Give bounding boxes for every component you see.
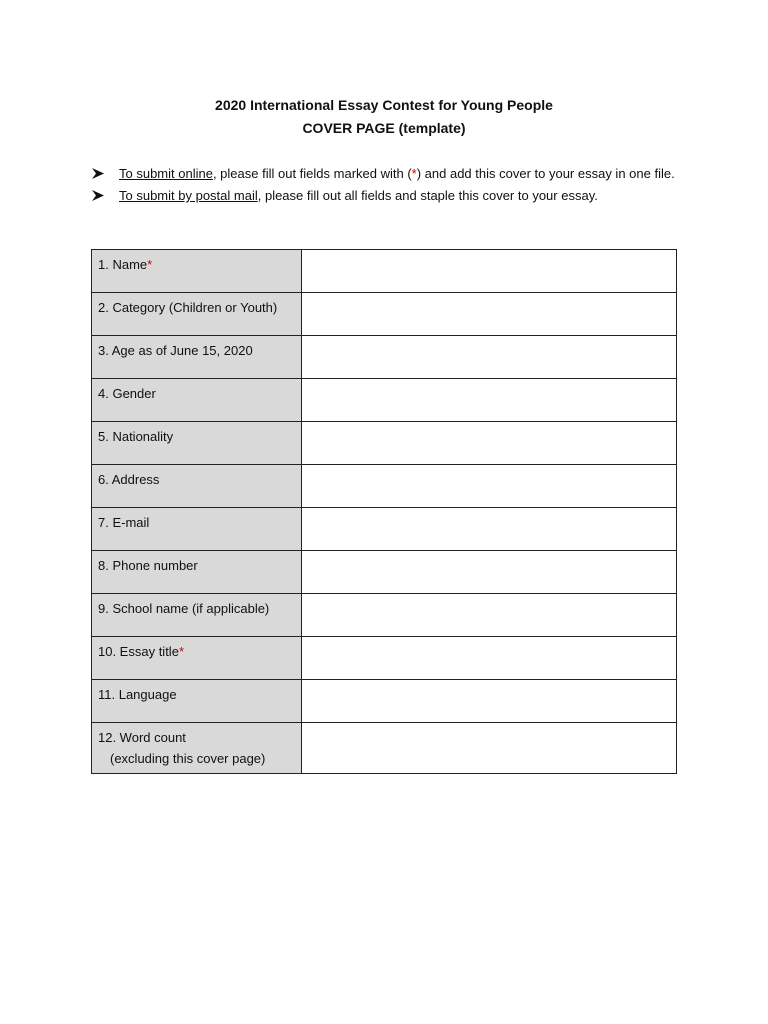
form-row-email	[92, 508, 677, 551]
field-label: 6. Address	[92, 465, 302, 508]
arrowhead-bullet-icon	[92, 163, 106, 185]
field-label: 11. Language	[92, 680, 302, 723]
field-sublabel: (excluding this cover page)	[110, 751, 266, 766]
word-count-field[interactable]	[302, 723, 677, 774]
form-row-nationality	[92, 422, 677, 465]
instruction-online-text-b: ) and add this cover to your essay in one file.	[416, 166, 675, 181]
form-row-language	[92, 680, 677, 723]
field-label	[92, 637, 302, 680]
document-subtitle: COVER PAGE (template)	[302, 120, 466, 136]
submit-postal-label: To submit by postal mail	[119, 188, 258, 203]
field-label: 2. Category (Children or Youth)	[92, 293, 302, 336]
form-row-school	[92, 594, 677, 637]
required-mark: *	[411, 166, 417, 181]
instruction-postal	[92, 185, 682, 207]
instruction-postal-text: , please fill out all fields and staple this cover to your essay.	[257, 188, 598, 203]
submit-online-label: To submit online	[119, 166, 213, 181]
form-row-category	[92, 293, 677, 336]
email-field[interactable]	[302, 508, 677, 551]
form-row-name	[92, 250, 677, 293]
cover-form-table	[91, 249, 677, 774]
gender-field[interactable]	[302, 379, 677, 422]
instruction-online	[92, 163, 682, 185]
instruction-online-text-a: , please fill out fields marked with (	[212, 166, 412, 181]
arrowhead-bullet-icon	[92, 185, 106, 207]
field-label: 5. Nationality	[92, 422, 302, 465]
required-mark: *	[147, 257, 153, 272]
phone-field[interactable]	[302, 551, 677, 594]
name-field[interactable]	[302, 250, 677, 293]
form-row-essay-title	[92, 637, 677, 680]
field-label	[92, 250, 302, 293]
form-row-gender	[92, 379, 677, 422]
field-label: 9. School name (if applicable)	[92, 594, 302, 637]
field-label-text: 10. Essay title	[98, 644, 179, 659]
form-row-word-count	[92, 723, 677, 774]
field-label-text: 12. Word count	[98, 730, 186, 745]
school-field[interactable]	[302, 594, 677, 637]
form-row-age	[92, 336, 677, 379]
language-field[interactable]	[302, 680, 677, 723]
field-label: 8. Phone number	[92, 551, 302, 594]
field-label-text: 1. Name	[98, 257, 148, 272]
address-field[interactable]	[302, 465, 677, 508]
required-mark: *	[178, 644, 184, 659]
document-title: 2020 International Essay Contest for Young People	[215, 97, 553, 113]
field-label	[92, 723, 302, 774]
essay-title-field[interactable]	[302, 637, 677, 680]
form-row-phone	[92, 551, 677, 594]
category-field[interactable]	[302, 293, 677, 336]
instructions-list	[92, 163, 682, 207]
field-label: 7. E-mail	[92, 508, 302, 551]
field-label: 4. Gender	[92, 379, 302, 422]
form-row-address	[92, 465, 677, 508]
age-field[interactable]	[302, 336, 677, 379]
field-label: 3. Age as of June 15, 2020	[92, 336, 302, 379]
nationality-field[interactable]	[302, 422, 677, 465]
